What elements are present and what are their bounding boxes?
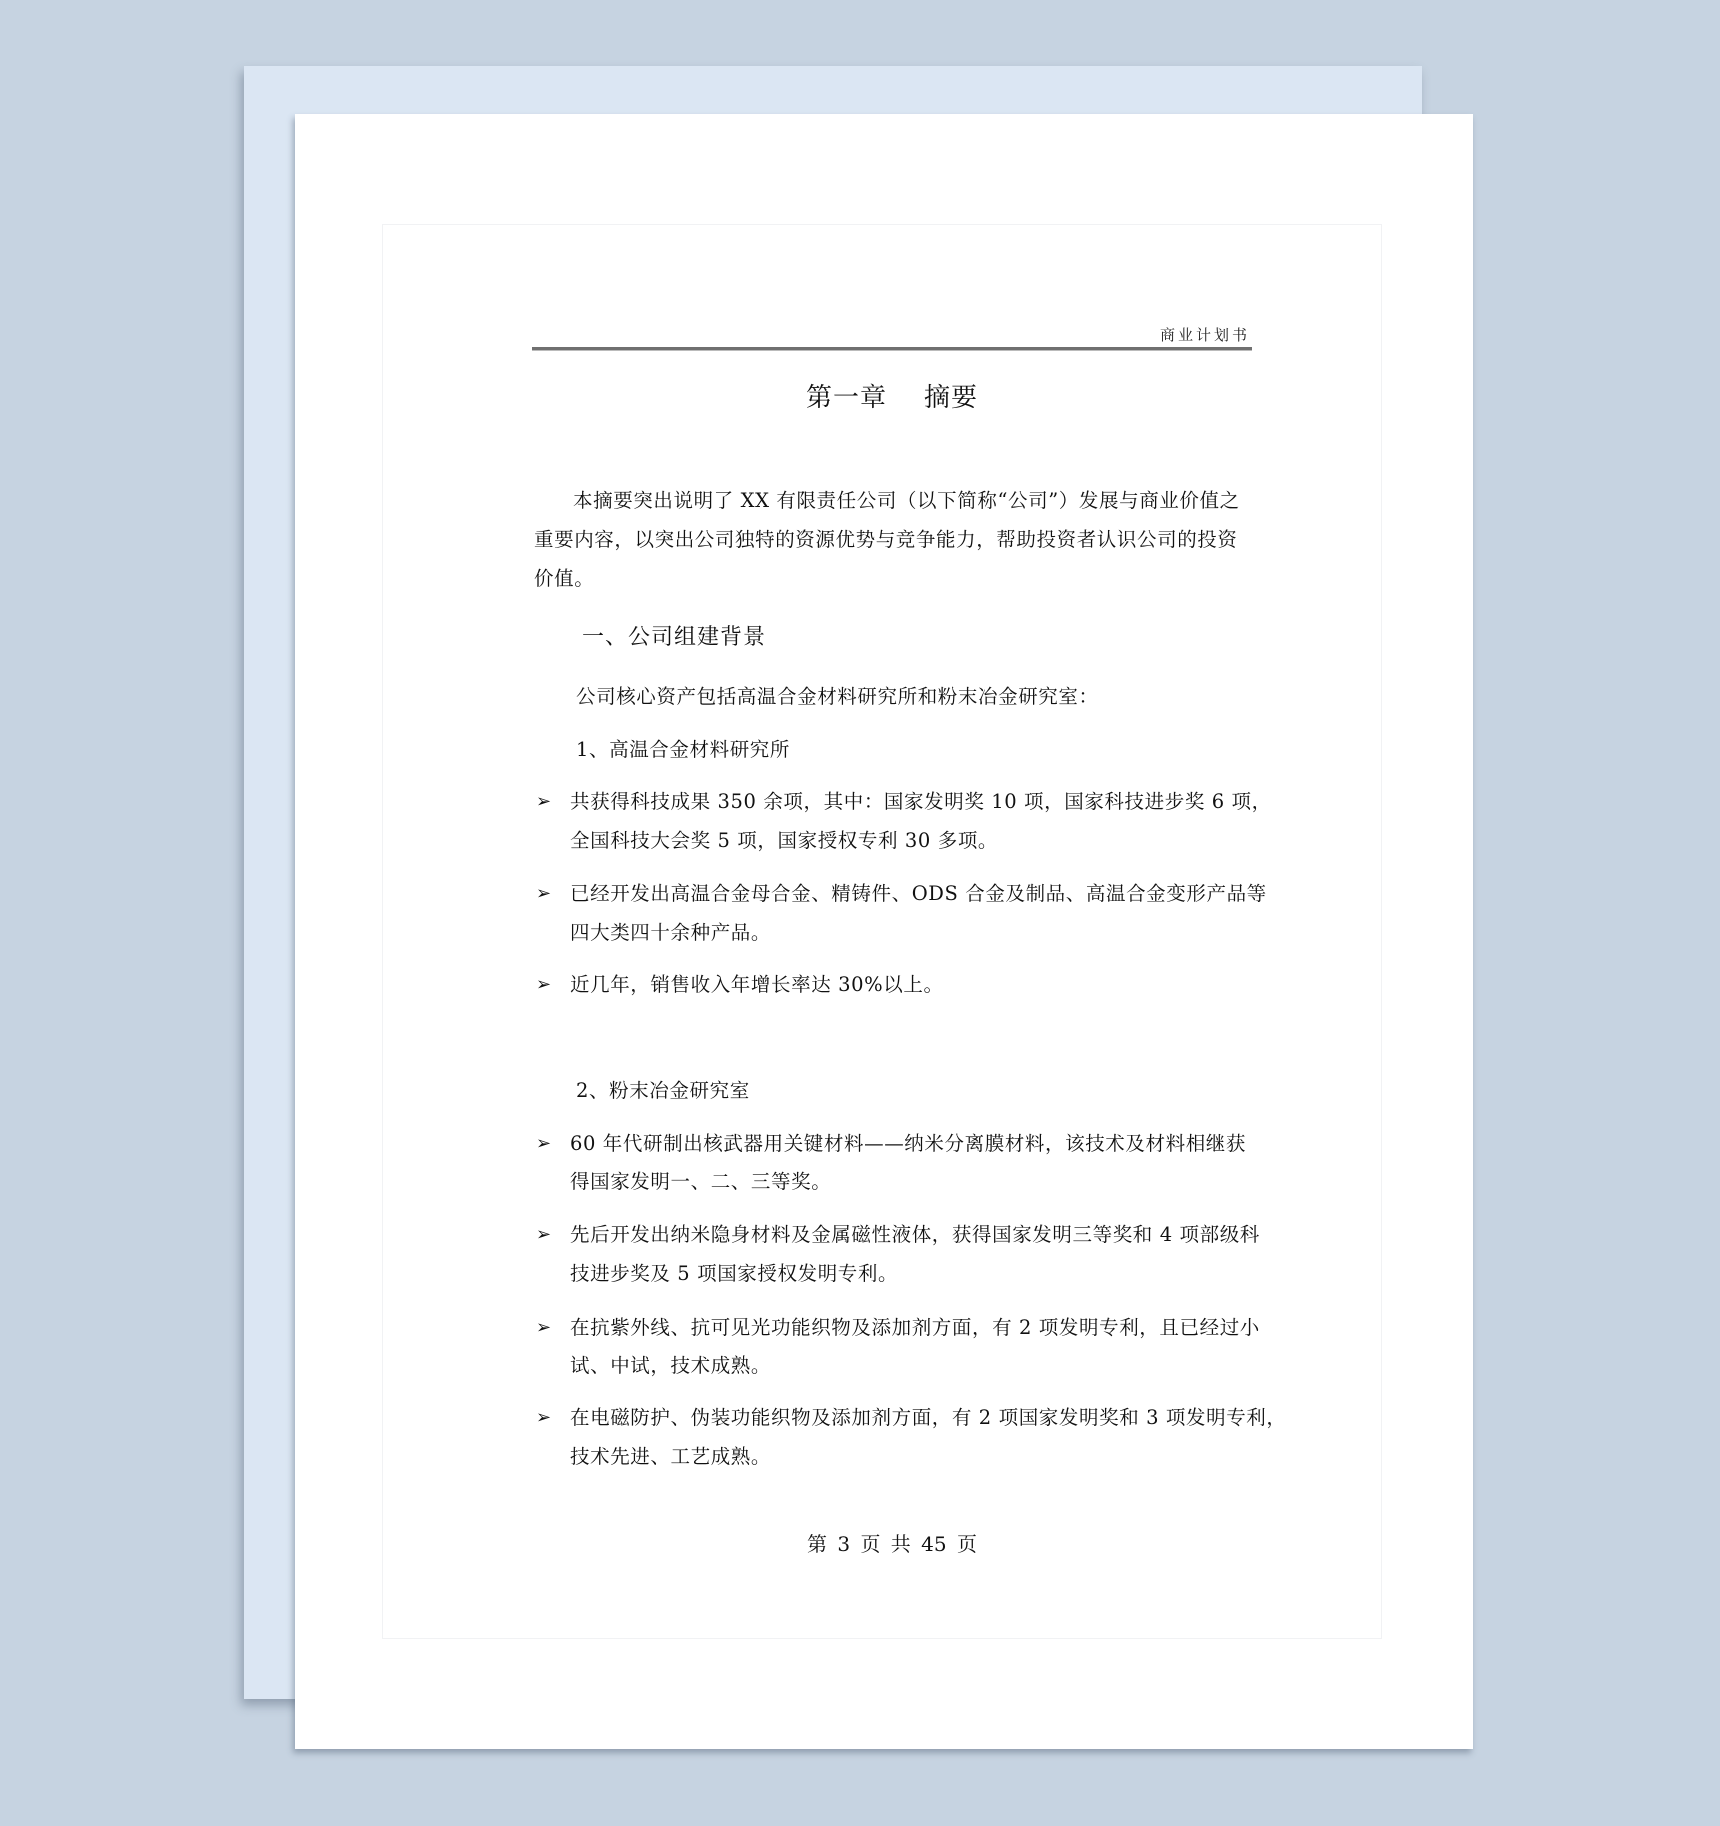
section-heading: 一、公司组建背景 [582, 625, 767, 650]
section-intro: 公司核心资产包括高温合金材料研究所和粉末冶金研究室： [576, 685, 1099, 708]
bullet-line: 技术先进、工艺成熟。 [570, 1445, 772, 1468]
bullet-line: 技进步奖及 5 项国家授权发明专利。 [570, 1262, 899, 1285]
bullet-line: 在抗紫外线、抗可见光功能织物及添加剂方面，有 2 项发明专利，且已经过小 [570, 1316, 1260, 1339]
bullet-line: 试、中试，技术成熟。 [570, 1354, 772, 1377]
running-header: 商业计划书 [1159, 326, 1250, 344]
chapter-title: 第一章 摘要 [805, 383, 979, 413]
bullet-line: 已经开发出高温合金母合金、精铸件、ODS 合金及制品、高温合金变形产品等 [570, 882, 1267, 905]
bullet-line: 共获得科技成果 350 余项，其中：国家发明奖 10 项，国家科技进步奖 6 项， [570, 790, 1272, 813]
bullet-line: 全国科技大会奖 5 项，国家授权专利 30 多项。 [570, 829, 999, 852]
intro-paragraph-line: 价值。 [534, 567, 595, 590]
arrowhead-bullet-icon: ➢ [536, 1317, 552, 1338]
arrowhead-bullet-icon: ➢ [536, 791, 552, 812]
header-rule [532, 347, 1252, 351]
arrowhead-bullet-icon: ➢ [536, 883, 552, 904]
intro-paragraph-line: 重要内容，以突出公司独特的资源优势与竞争能力，帮助投资者认识公司的投资 [534, 528, 1238, 551]
bullet-line: 60 年代研制出核武器用关键材料——纳米分离膜材料，该技术及材料相继获 [570, 1132, 1247, 1155]
arrowhead-bullet-icon: ➢ [536, 1133, 552, 1154]
arrowhead-bullet-icon: ➢ [536, 974, 552, 995]
bullet-line: 得国家发明一、二、三等奖。 [570, 1170, 832, 1193]
bullet-line: 先后开发出纳米隐身材料及金属磁性液体，获得国家发明三等奖和 4 项部级科 [570, 1223, 1260, 1246]
subsection-title: 1、高温合金材料研究所 [576, 738, 791, 761]
bullet-line: 在电磁防护、伪装功能织物及添加剂方面，有 2 项国家发明奖和 3 项发明专利， [570, 1406, 1287, 1429]
intro-paragraph-line: 本摘要突出说明了 XX 有限责任公司（以下简称“公司”）发展与商业价值之 [573, 489, 1240, 512]
arrowhead-bullet-icon: ➢ [536, 1407, 552, 1428]
bullet-line: 四大类四十余种产品。 [570, 921, 772, 944]
page-number-footer: 第 3 页 共 45 页 [807, 1532, 977, 1556]
subsection-title: 2、粉末冶金研究室 [576, 1079, 750, 1102]
bullet-line: 近几年，销售收入年增长率达 30%以上。 [570, 973, 944, 996]
arrowhead-bullet-icon: ➢ [536, 1224, 552, 1245]
